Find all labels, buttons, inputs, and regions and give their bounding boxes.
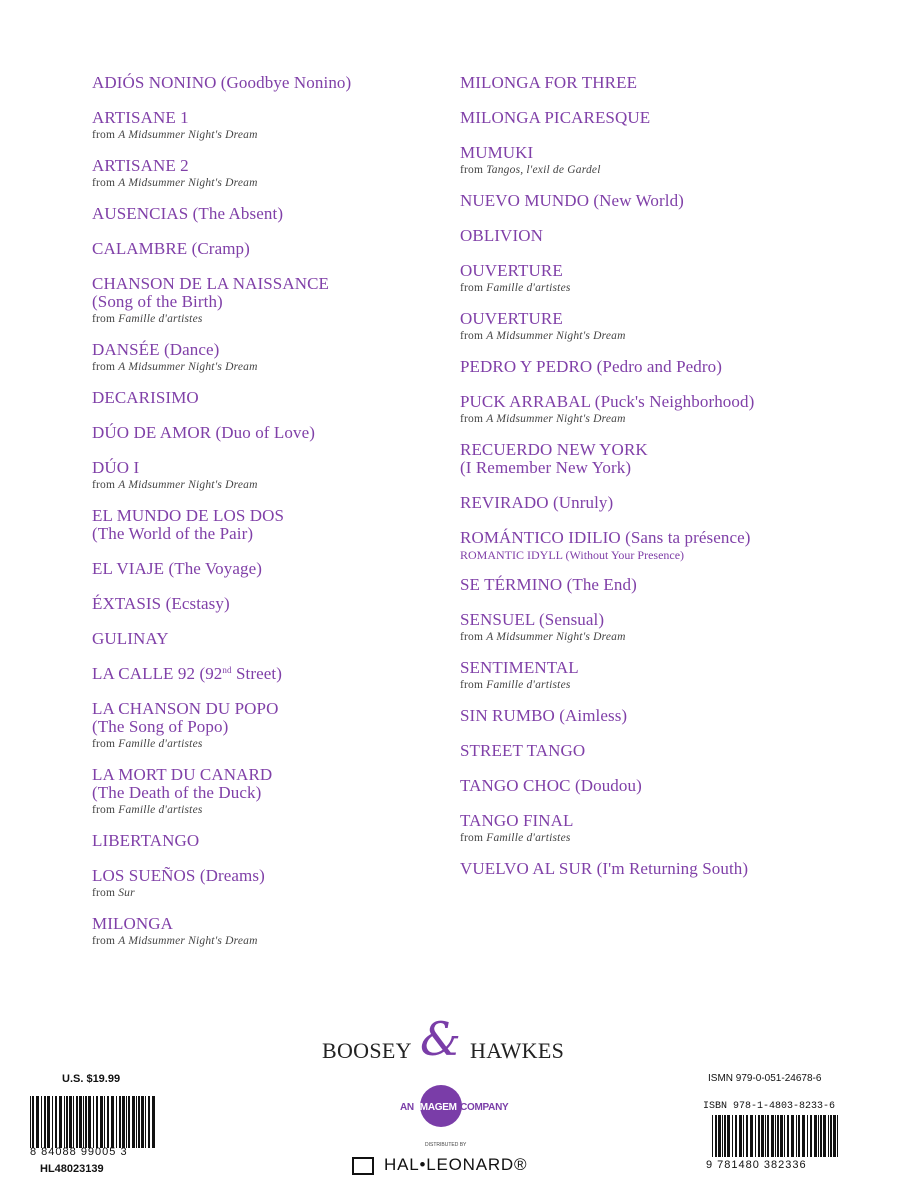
song-title: LA MORT DU CANARD (The Death of the Duck) [92, 765, 273, 802]
song-entry [92, 341, 442, 375]
barcode-bar [52, 1096, 53, 1148]
barcode-bar [814, 1115, 817, 1157]
barcode-bar [767, 1115, 769, 1157]
song-source: from A Midsummer Night's Dream [460, 413, 626, 425]
barcode-bar [85, 1096, 87, 1148]
song-title: CALAMBRE (Cramp) [92, 239, 250, 258]
song-source: from A Midsummer Night's Dream [92, 935, 258, 947]
song-entry [92, 595, 442, 613]
song-entry [460, 441, 880, 477]
barcode-bar [104, 1096, 105, 1148]
song-title: RECUERDO NEW YORK (I Remember New York) [460, 440, 648, 477]
song-entry [92, 700, 442, 752]
song-title: SE TÉRMINO (The End) [460, 575, 637, 594]
song-title: NUEVO MUNDO (New World) [460, 191, 684, 210]
barcode-bar [830, 1115, 832, 1157]
hal-leonard-icon [352, 1157, 374, 1175]
barcode-bar [807, 1115, 808, 1157]
song-title: STREET TANGO [460, 741, 586, 760]
song-entry [92, 665, 442, 683]
barcode-bar [119, 1096, 121, 1148]
song-entry [460, 192, 880, 210]
song-entry [92, 275, 442, 327]
song-source: from A Midsummer Night's Dream [92, 361, 258, 373]
song-source: from A Midsummer Night's Dream [92, 129, 258, 141]
barcode-bar [73, 1096, 74, 1148]
song-title: MILONGA PICARESQUE [460, 108, 651, 127]
song-entry [92, 424, 442, 442]
song-title: REVIRADO (Unruly) [460, 493, 614, 512]
barcode-bar [47, 1096, 50, 1148]
publisher-word-hawkes: HAWKES [470, 1038, 565, 1063]
song-entry [460, 659, 880, 693]
barcode-bar [724, 1115, 726, 1157]
song-title: OBLIVION [460, 226, 543, 245]
song-title: TANGO CHOC (Doudou) [460, 776, 642, 795]
song-list-right [460, 74, 880, 895]
barcode-bar [722, 1115, 723, 1157]
song-entry [460, 860, 880, 878]
song-entry [460, 707, 880, 725]
barcode-bar [798, 1115, 800, 1157]
song-title: EL MUNDO DE LOS DOS (The World of the Pair) [92, 506, 285, 543]
song-source: from A Midsummer Night's Dream [92, 479, 258, 491]
barcode-bar [59, 1096, 62, 1148]
song-entry [460, 393, 880, 427]
barcode-bar [746, 1115, 748, 1157]
barcode-bar [739, 1115, 742, 1157]
song-entry [92, 630, 442, 648]
distributed-by-label: DISTRIBUTED BY [425, 1142, 467, 1148]
barcode-bar [55, 1096, 57, 1148]
catalog-number: HL48023139 [40, 1163, 104, 1175]
barcode-bar [823, 1115, 826, 1157]
barcode-bar [828, 1115, 829, 1157]
song-title: DANSÉE (Dance) [92, 340, 220, 359]
song-source: from Famille d'artistes [460, 679, 571, 691]
song-title: MUMUKI [460, 143, 534, 162]
song-title: LA CALLE 92 (92nd Street) [92, 664, 282, 683]
isbn-barcode-number: 9 781480 382336 [706, 1159, 807, 1171]
barcode-bar [41, 1096, 42, 1148]
song-entry [92, 389, 442, 407]
isbn-barcode [712, 1115, 840, 1157]
barcode-bar [132, 1096, 135, 1148]
barcode-bar [743, 1115, 744, 1157]
song-entry [460, 358, 880, 376]
barcode-bar [107, 1096, 109, 1148]
song-title: EL VIAJE (The Voyage) [92, 559, 263, 578]
song-entry [460, 144, 880, 178]
song-title: PEDRO Y PEDRO (Pedro and Pedro) [460, 357, 723, 376]
barcode-bar [96, 1096, 98, 1148]
song-title: OUVERTURE [460, 309, 563, 328]
barcode-bar [111, 1096, 114, 1148]
publisher-ampersand: & [420, 1012, 462, 1066]
song-title: CHANSON DE LA NAISSANCE (Song of the Birth) [92, 274, 330, 311]
barcode-bar [820, 1115, 822, 1157]
song-source: from A Midsummer Night's Dream [460, 330, 626, 342]
barcode-bar [88, 1096, 91, 1148]
barcode-bar [715, 1115, 717, 1157]
song-title: LA CHANSON DU POPO (The Song of Popo) [92, 699, 279, 736]
barcode-bar [780, 1115, 783, 1157]
barcode-bar [784, 1115, 785, 1157]
barcode-bar [126, 1096, 127, 1148]
song-title: LOS SUEÑOS (Dreams) [92, 866, 265, 885]
isbn-label: ISBN 978-1-4803-8233-6 [703, 1101, 836, 1112]
song-title: MILONGA FOR THREE [460, 73, 638, 92]
barcode-bar [735, 1115, 737, 1157]
barcode-bar [775, 1115, 776, 1157]
song-title: ÉXTASIS (Ecstasy) [92, 594, 230, 613]
song-entry [460, 74, 880, 92]
barcode-bar [44, 1096, 46, 1148]
song-title: AUSENCIAS (The Absent) [92, 204, 284, 223]
song-source: from A Midsummer Night's Dream [460, 631, 626, 643]
song-entry [92, 240, 442, 258]
barcode-bar [30, 1096, 31, 1148]
song-entry [460, 529, 880, 562]
barcode-bar [771, 1115, 774, 1157]
song-entry [92, 560, 442, 578]
song-list-left [92, 74, 442, 963]
hal-leonard-name: HAL•LEONARD® [384, 1155, 528, 1174]
song-source: from Famille d'artistes [460, 282, 571, 294]
song-title: ADIÓS NONINO (Goodbye Nonino) [92, 73, 352, 92]
barcode-bar [718, 1115, 721, 1157]
barcode-bar [148, 1096, 150, 1148]
barcode-bar [833, 1115, 836, 1157]
song-title: SENTIMENTAL [460, 658, 579, 677]
song-title: LIBERTANGO [92, 831, 200, 850]
song-entry [92, 109, 442, 143]
barcode-bar [145, 1096, 146, 1148]
song-title: ROMÁNTICO IDILIO (Sans ta présence) [460, 528, 751, 547]
song-title: DÚO I [92, 458, 140, 477]
song-title: DÚO DE AMOR (Duo of Love) [92, 423, 316, 442]
barcode-bar [777, 1115, 779, 1157]
song-source: from Famille d'artistes [92, 804, 203, 816]
song-entry [92, 832, 442, 850]
barcode-bar [32, 1096, 34, 1148]
song-entry [460, 812, 880, 846]
song-subtitle: ROMANTIC IDYLL (Without Your Presence) [460, 548, 685, 562]
song-source: from Famille d'artistes [460, 832, 571, 844]
song-source: from A Midsummer Night's Dream [92, 177, 258, 189]
song-entry [92, 867, 442, 901]
barcode-bar [122, 1096, 125, 1148]
barcode-bar [79, 1096, 82, 1148]
barcode-bar [93, 1096, 94, 1148]
song-source: from Famille d'artistes [92, 313, 203, 325]
song-entry [460, 227, 880, 245]
song-title: VUELVO AL SUR (I'm Returning South) [460, 859, 749, 878]
song-entry [92, 157, 442, 191]
barcode-bar [128, 1096, 130, 1148]
barcode-bar [136, 1096, 137, 1148]
song-entry [92, 459, 442, 493]
barcode-bar [76, 1096, 78, 1148]
song-source: from Sur [92, 887, 135, 899]
song-entry [92, 766, 442, 818]
barcode-bar [796, 1115, 797, 1157]
barcode-bar [116, 1096, 117, 1148]
song-entry [460, 742, 880, 760]
song-entry [92, 74, 442, 92]
hal-leonard-logo [352, 1155, 562, 1179]
imagem-company-logo [400, 1085, 530, 1135]
barcode-bar [727, 1115, 730, 1157]
song-entry [460, 310, 880, 344]
barcode-bar [761, 1115, 764, 1157]
song-title: DECARISIMO [92, 388, 199, 407]
barcode-bar [69, 1096, 72, 1148]
barcode-bar [758, 1115, 760, 1157]
song-source: from Tangos, l'exil de Gardel [460, 164, 601, 176]
barcode-bar [732, 1115, 733, 1157]
upc-number: 8 84088 99005 3 [30, 1146, 128, 1158]
barcode-bar [755, 1115, 756, 1157]
song-title: SIN RUMBO (Aimless) [460, 706, 628, 725]
ismn-label: ISMN 979-0-051-24678-6 [708, 1073, 822, 1084]
song-title: GULINAY [92, 629, 169, 648]
song-entry [460, 494, 880, 512]
publisher-word-boosey: BOOSEY [322, 1038, 412, 1063]
barcode-bar [837, 1115, 838, 1157]
song-entry [460, 109, 880, 127]
barcode-bar [152, 1096, 155, 1148]
upc-barcode [30, 1096, 156, 1148]
song-entry [92, 507, 442, 543]
barcode-bar [787, 1115, 789, 1157]
song-title: MILONGA [92, 914, 173, 933]
song-title: OUVERTURE [460, 261, 563, 280]
song-title: ARTISANE 2 [92, 156, 189, 175]
barcode-bar [64, 1096, 65, 1148]
boosey-hawkes-logo [322, 1012, 582, 1070]
barcode-bar [818, 1115, 819, 1157]
barcode-bar [802, 1115, 805, 1157]
barcode-bar [791, 1115, 794, 1157]
barcode-bar [810, 1115, 812, 1157]
song-title: ARTISANE 1 [92, 108, 189, 127]
song-source: from Famille d'artistes [92, 738, 203, 750]
song-entry [460, 777, 880, 795]
barcode-bar [750, 1115, 753, 1157]
price-label: U.S. $19.99 [62, 1073, 121, 1085]
song-entry [92, 915, 442, 949]
barcode-bar [36, 1096, 39, 1148]
song-title: PUCK ARRABAL (Puck's Neighborhood) [460, 392, 755, 411]
barcode-bar [66, 1096, 68, 1148]
song-title: TANGO FINAL [460, 811, 574, 830]
barcode-bar [83, 1096, 84, 1148]
song-title: SENSUEL (Sensual) [460, 610, 605, 629]
barcode-bar [100, 1096, 103, 1148]
barcode-bar [138, 1096, 140, 1148]
song-entry [460, 262, 880, 296]
barcode-bar [141, 1096, 144, 1148]
song-entry [92, 205, 442, 223]
imagem-text: AN IMAGEM COMPANY [400, 1102, 509, 1113]
barcode-bar [712, 1115, 713, 1157]
song-entry [460, 611, 880, 645]
barcode-bar [765, 1115, 766, 1157]
song-entry [460, 576, 880, 594]
